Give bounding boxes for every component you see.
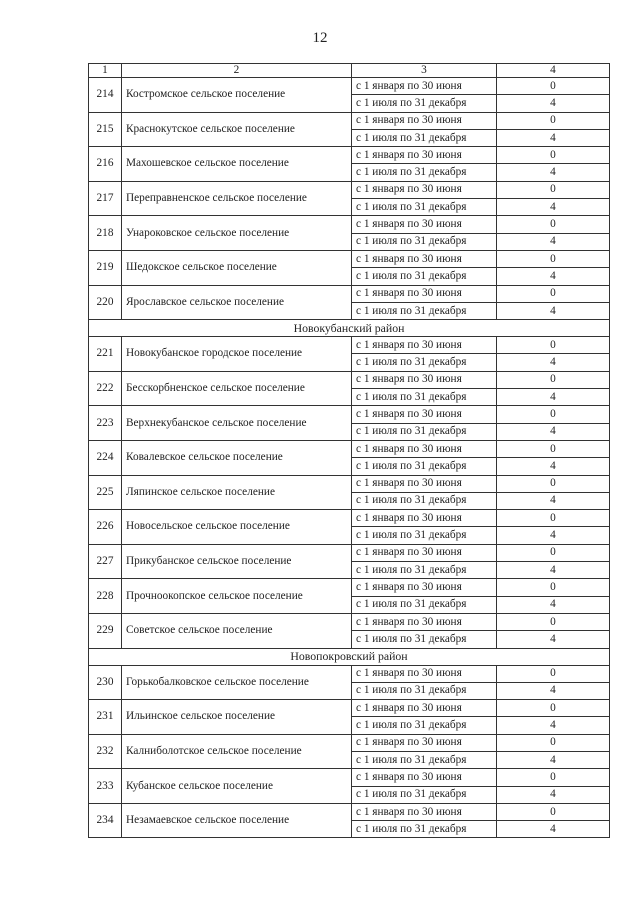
table-row — [89, 250, 610, 267]
value-cell: 0 — [497, 700, 610, 717]
period-cell: с 1 января по 30 июня — [352, 216, 497, 233]
settlement-name: Калниболотское сельское поселение — [122, 734, 352, 769]
settlement-name: Костромское сельское поселение — [122, 78, 352, 113]
period-cell: с 1 июля по 31 декабря — [352, 527, 497, 544]
row-number: 217 — [89, 181, 122, 216]
district-row — [89, 648, 610, 665]
value-cell: 0 — [497, 147, 610, 164]
settlement-name: Краснокутское сельское поселение — [122, 112, 352, 147]
period-cell: с 1 января по 30 июня — [352, 510, 497, 527]
period-cell: с 1 января по 30 июня — [352, 181, 497, 198]
row-number: 230 — [89, 665, 122, 700]
settlement-name: Унароковское сельское поселение — [122, 216, 352, 251]
value-cell: 0 — [497, 613, 610, 630]
value-cell: 0 — [497, 803, 610, 820]
value-cell: 4 — [497, 751, 610, 768]
period-cell: с 1 июля по 31 декабря — [352, 821, 497, 838]
period-cell: с 1 июля по 31 декабря — [352, 164, 497, 181]
value-cell: 4 — [497, 562, 610, 579]
value-cell: 0 — [497, 440, 610, 457]
header-cell-1: 1 — [89, 64, 122, 78]
value-cell: 0 — [497, 78, 610, 95]
table-row — [89, 78, 610, 95]
value-cell: 0 — [497, 371, 610, 388]
settlement-name: Ляпинское сельское поселение — [122, 475, 352, 510]
settlement-name: Прикубанское сельское поселение — [122, 544, 352, 579]
table-row — [89, 700, 610, 717]
period-cell: с 1 января по 30 июня — [352, 579, 497, 596]
value-cell: 4 — [497, 682, 610, 699]
value-cell: 4 — [497, 164, 610, 181]
period-cell: с 1 января по 30 июня — [352, 665, 497, 682]
row-number: 228 — [89, 579, 122, 614]
settlement-name: Советское сельское поселение — [122, 613, 352, 648]
value-cell: 4 — [497, 268, 610, 285]
row-number: 231 — [89, 700, 122, 735]
row-number: 232 — [89, 734, 122, 769]
table-row — [89, 475, 610, 492]
period-cell: с 1 января по 30 июня — [352, 337, 497, 354]
settlement-name: Переправненское сельское поселение — [122, 181, 352, 216]
period-cell: с 1 июля по 31 декабря — [352, 423, 497, 440]
period-cell: с 1 июля по 31 декабря — [352, 751, 497, 768]
period-cell: с 1 января по 30 июня — [352, 250, 497, 267]
value-cell: 0 — [497, 579, 610, 596]
settlement-name: Шедокское сельское поселение — [122, 250, 352, 285]
row-number: 216 — [89, 147, 122, 182]
row-number: 226 — [89, 510, 122, 545]
period-cell: с 1 июля по 31 декабря — [352, 717, 497, 734]
row-number: 219 — [89, 250, 122, 285]
value-cell: 0 — [497, 406, 610, 423]
district-heading: Новопокровский район — [89, 648, 610, 665]
period-cell: с 1 января по 30 июня — [352, 613, 497, 630]
row-number: 225 — [89, 475, 122, 510]
row-number: 215 — [89, 112, 122, 147]
page-number: 12 — [312, 30, 328, 46]
district-heading: Новокубанский район — [89, 320, 610, 337]
table-row — [89, 440, 610, 457]
period-cell: с 1 июля по 31 декабря — [352, 596, 497, 613]
value-cell: 0 — [497, 544, 610, 561]
period-cell: с 1 января по 30 июня — [352, 734, 497, 751]
value-cell: 0 — [497, 510, 610, 527]
period-cell: с 1 июля по 31 декабря — [352, 631, 497, 648]
district-row — [89, 320, 610, 337]
table-row — [89, 406, 610, 423]
period-cell: с 1 июля по 31 декабря — [352, 562, 497, 579]
value-cell: 4 — [497, 717, 610, 734]
settlement-name: Ковалевское сельское поселение — [122, 440, 352, 475]
settlements-table — [88, 63, 610, 838]
table-row — [89, 216, 610, 233]
header-cell-4: 4 — [497, 64, 610, 78]
period-cell: с 1 июля по 31 декабря — [352, 95, 497, 112]
settlement-name: Новокубанское городское поселение — [122, 337, 352, 372]
header-cell-3: 3 — [352, 64, 497, 78]
value-cell: 4 — [497, 95, 610, 112]
period-cell: с 1 января по 30 июня — [352, 285, 497, 302]
table-row — [89, 579, 610, 596]
row-number: 221 — [89, 337, 122, 372]
period-cell: с 1 июля по 31 декабря — [352, 786, 497, 803]
value-cell: 4 — [497, 786, 610, 803]
settlement-name: Незамаевское сельское поселение — [122, 803, 352, 838]
period-cell: с 1 января по 30 июня — [352, 371, 497, 388]
value-cell: 4 — [497, 302, 610, 319]
row-number: 234 — [89, 803, 122, 838]
row-number: 227 — [89, 544, 122, 579]
period-cell: с 1 января по 30 июня — [352, 803, 497, 820]
value-cell: 4 — [497, 129, 610, 146]
table-row — [89, 181, 610, 198]
value-cell: 0 — [497, 734, 610, 751]
period-cell: с 1 июля по 31 декабря — [352, 302, 497, 319]
table-row — [89, 510, 610, 527]
period-cell: с 1 января по 30 июня — [352, 112, 497, 129]
settlement-name: Ярославское сельское поселение — [122, 285, 352, 320]
value-cell: 0 — [497, 475, 610, 492]
period-cell: с 1 января по 30 июня — [352, 406, 497, 423]
settlement-name: Прочноокопское сельское поселение — [122, 579, 352, 614]
value-cell: 0 — [497, 285, 610, 302]
table-row — [89, 147, 610, 164]
header-row — [89, 64, 610, 78]
settlement-name: Ильинское сельское поселение — [122, 700, 352, 735]
period-cell: с 1 июля по 31 декабря — [352, 268, 497, 285]
period-cell: с 1 июля по 31 декабря — [352, 682, 497, 699]
header-cell-2: 2 — [122, 64, 352, 78]
value-cell: 4 — [497, 389, 610, 406]
value-cell: 4 — [497, 492, 610, 509]
period-cell: с 1 января по 30 июня — [352, 147, 497, 164]
period-cell: с 1 января по 30 июня — [352, 78, 497, 95]
value-cell: 0 — [497, 250, 610, 267]
value-cell: 4 — [497, 527, 610, 544]
settlement-name: Новосельское сельское поселение — [122, 510, 352, 545]
table-row — [89, 112, 610, 129]
table-row — [89, 665, 610, 682]
row-number: 218 — [89, 216, 122, 251]
table-row — [89, 803, 610, 820]
row-number: 223 — [89, 406, 122, 441]
period-cell: с 1 января по 30 июня — [352, 700, 497, 717]
table-row — [89, 613, 610, 630]
period-cell: с 1 июля по 31 декабря — [352, 233, 497, 250]
row-number: 229 — [89, 613, 122, 648]
period-cell: с 1 января по 30 июня — [352, 475, 497, 492]
value-cell: 4 — [497, 233, 610, 250]
value-cell: 4 — [497, 423, 610, 440]
row-number: 220 — [89, 285, 122, 320]
value-cell: 0 — [497, 769, 610, 786]
table-row — [89, 337, 610, 354]
row-number: 222 — [89, 371, 122, 406]
period-cell: с 1 июля по 31 декабря — [352, 389, 497, 406]
settlement-name: Горькобалковское сельское поселение — [122, 665, 352, 700]
value-cell: 4 — [497, 199, 610, 216]
settlement-name: Верхнекубанское сельское поселение — [122, 406, 352, 441]
period-cell: с 1 января по 30 июня — [352, 544, 497, 561]
period-cell: с 1 июля по 31 декабря — [352, 458, 497, 475]
settlement-name: Бесскорбненское сельское поселение — [122, 371, 352, 406]
period-cell: с 1 июля по 31 декабря — [352, 129, 497, 146]
settlement-name: Махошевское сельское поселение — [122, 147, 352, 182]
period-cell: с 1 июля по 31 декабря — [352, 354, 497, 371]
value-cell: 0 — [497, 216, 610, 233]
table-row — [89, 734, 610, 751]
period-cell: с 1 января по 30 июня — [352, 440, 497, 457]
value-cell: 4 — [497, 354, 610, 371]
table-row — [89, 285, 610, 302]
value-cell: 0 — [497, 337, 610, 354]
value-cell: 0 — [497, 112, 610, 129]
table-body — [89, 64, 610, 838]
period-cell: с 1 июля по 31 декабря — [352, 199, 497, 216]
value-cell: 0 — [497, 181, 610, 198]
value-cell: 4 — [497, 458, 610, 475]
value-cell: 4 — [497, 821, 610, 838]
value-cell: 0 — [497, 665, 610, 682]
table-row — [89, 371, 610, 388]
table-row — [89, 544, 610, 561]
period-cell: с 1 июля по 31 декабря — [352, 492, 497, 509]
row-number: 214 — [89, 78, 122, 113]
period-cell: с 1 января по 30 июня — [352, 769, 497, 786]
row-number: 224 — [89, 440, 122, 475]
value-cell: 4 — [497, 631, 610, 648]
value-cell: 4 — [497, 596, 610, 613]
settlement-name: Кубанское сельское поселение — [122, 769, 352, 804]
table-row — [89, 769, 610, 786]
row-number: 233 — [89, 769, 122, 804]
